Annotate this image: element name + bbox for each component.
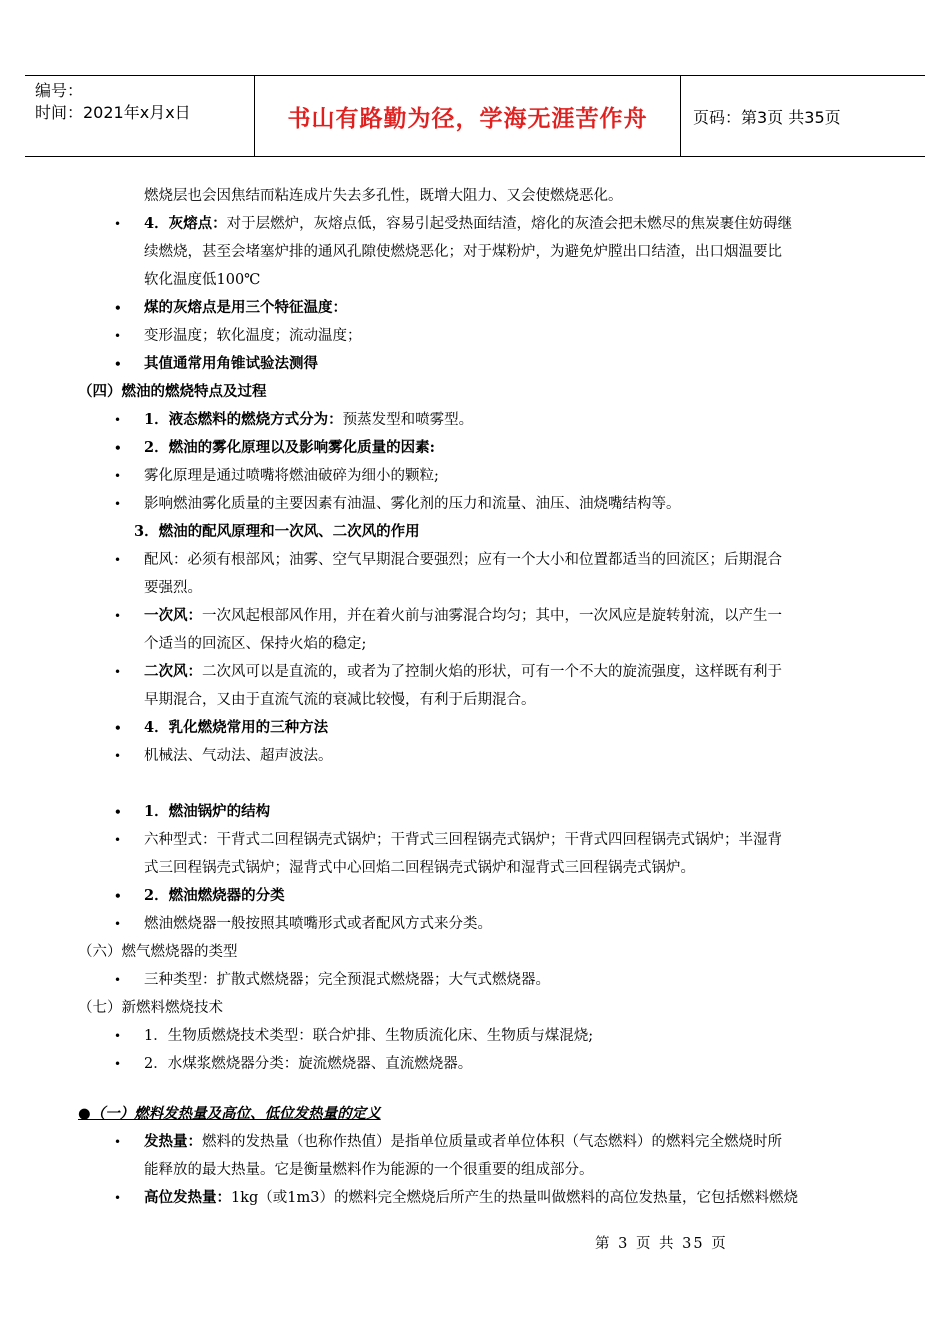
list-item: • 燃油燃烧器一般按照其喷嘴形式或者配风方式来分类。 [78, 910, 878, 938]
term-label: 二次风： [144, 663, 202, 680]
list-item: • 4．乳化燃烧常用的三种方法 [78, 714, 878, 742]
paragraph-line: 早期混合，又由于直流气流的衰减比较慢，有利于后期混合。 [144, 692, 536, 708]
list-item: • 煤的灰熔点是用三个特征温度： [78, 294, 878, 322]
list-item: • 影响燃油雾化质量的主要因素有油温、雾化剂的压力和流量、油压、油烧嘴结构等。 [78, 490, 878, 518]
term-text: 燃料的发热量（也称作热值）是指单位质量或者单位体积（气态燃料）的燃料完全燃烧时所 [202, 1134, 782, 1150]
list-item [78, 602, 878, 630]
term-text: 1kg（或1m3）的燃料完全燃烧后所产生的热量叫做燃料的高位发热量，它包括燃料燃烧 [231, 1190, 798, 1206]
list-item: • 2．水煤浆燃烧器分类：旋流燃烧器、直流燃烧器。 [78, 1050, 878, 1078]
list-item: • 机械法、气动法、超声波法。 [78, 742, 878, 770]
subsection-heading: 3．燃油的配风原理和一次风、二次风的作用 [134, 523, 420, 540]
term-label: 4．灰熔点： [144, 215, 227, 232]
header-motto: 书山有路勤为径，学海无涯苦作舟 [255, 76, 681, 156]
list-item [78, 658, 878, 686]
list-item [78, 1128, 878, 1156]
list-item [78, 406, 878, 434]
paragraph-line: 要强烈。 [144, 580, 202, 596]
header-page-info: 页码：第3页 共35页 [693, 107, 841, 127]
list-item [78, 210, 878, 238]
term-text: 二次风可以是直流的，或者为了控制火焰的形状，可有一个不大的旋流强度，这样既有利于 [202, 664, 782, 680]
paragraph-line: 能释放的最大热量。它是衡量燃料作为能源的一个很重要的组成部分。 [144, 1162, 594, 1178]
term-label: 高位发热量： [144, 1189, 231, 1206]
list-item: • 变形温度；软化温度；流动温度； [78, 322, 878, 350]
page-footer: 第 3 页 共 35 页 [595, 1236, 728, 1252]
list-item: • 六种型式：干背式二回程锅壳式锅炉；干背式三回程锅壳式锅炉；干背式四回程锅壳式锅炉；半湿背 [78, 826, 878, 854]
term-label: 一次风： [144, 607, 202, 624]
list-item: • 配风：必须有根部风；油雾、空气早期混合要强烈；应有一个大小和位置都适当的回流区；后期混合 [78, 546, 878, 574]
term-text: 对于层燃炉，灰熔点低，容易引起受热面结渣，熔化的灰渣会把未燃尽的焦炭裹住妨碍继 [226, 216, 793, 232]
term-label: 发热量： [144, 1133, 202, 1150]
list-item: • 1．燃油锅炉的结构 [78, 798, 878, 826]
list-item: • 2．燃油的雾化原理以及影响雾化质量的因素: [78, 434, 878, 462]
paragraph-line: 燃烧层也会因焦结而粘连成片失去多孔性，既增大阻力、又会使燃烧恶化。 [144, 188, 623, 204]
list-item: • 2．燃油燃烧器的分类 [78, 882, 878, 910]
paragraph-line: 式三回程锅壳式锅炉；湿背式中心回焰二回程锅壳式锅炉和湿背式三回程锅壳式锅炉。 [144, 860, 695, 876]
paragraph-line: 个适当的回流区、保持火焰的稳定; [144, 636, 367, 652]
term-text: 一次风起根部风作用，并在着火前与油雾混合均匀；其中，一次风应是旋转射流，以产生一 [202, 608, 782, 624]
term-text: 预蒸发型和喷雾型。 [342, 412, 474, 428]
chapter-heading: ●（一）燃料发热量及高位、低位发热量的定义 [78, 1105, 381, 1122]
page-header [25, 75, 925, 157]
paragraph-line: 软化温度低100℃ [144, 272, 261, 288]
list-item: • 雾化原理是通过喷嘴将燃油破碎为细小的颗粒; [78, 462, 878, 490]
document-body [78, 182, 878, 1212]
time-label: 时间：2021年x月x日 [35, 103, 191, 122]
list-item [78, 1184, 878, 1212]
serial-label: 编号： [35, 81, 84, 100]
spacer [78, 770, 878, 798]
paragraph-line: 续燃烧，甚至会堵塞炉排的通风孔隙使燃烧恶化；对于煤粉炉，为避免炉膛出口结渣，出口烟温要比 [144, 244, 782, 260]
list-item: • 其值通常用角锥试验法测得 [78, 350, 878, 378]
section-heading: （六）燃气燃烧器的类型 [78, 944, 238, 960]
header-meta [25, 76, 255, 156]
list-item: • 三种类型：扩散式燃烧器；完全预混式燃烧器；大气式燃烧器。 [78, 966, 878, 994]
section-heading: （七）新燃料燃烧技术 [78, 1000, 223, 1016]
section-heading: （四）燃油的燃烧特点及过程 [78, 383, 267, 400]
term-label: 1．液态燃料的燃烧方式分为： [144, 411, 343, 428]
list-item: • 1．生物质燃烧技术类型：联合炉排、生物质流化床、生物质与煤混烧; [78, 1022, 878, 1050]
